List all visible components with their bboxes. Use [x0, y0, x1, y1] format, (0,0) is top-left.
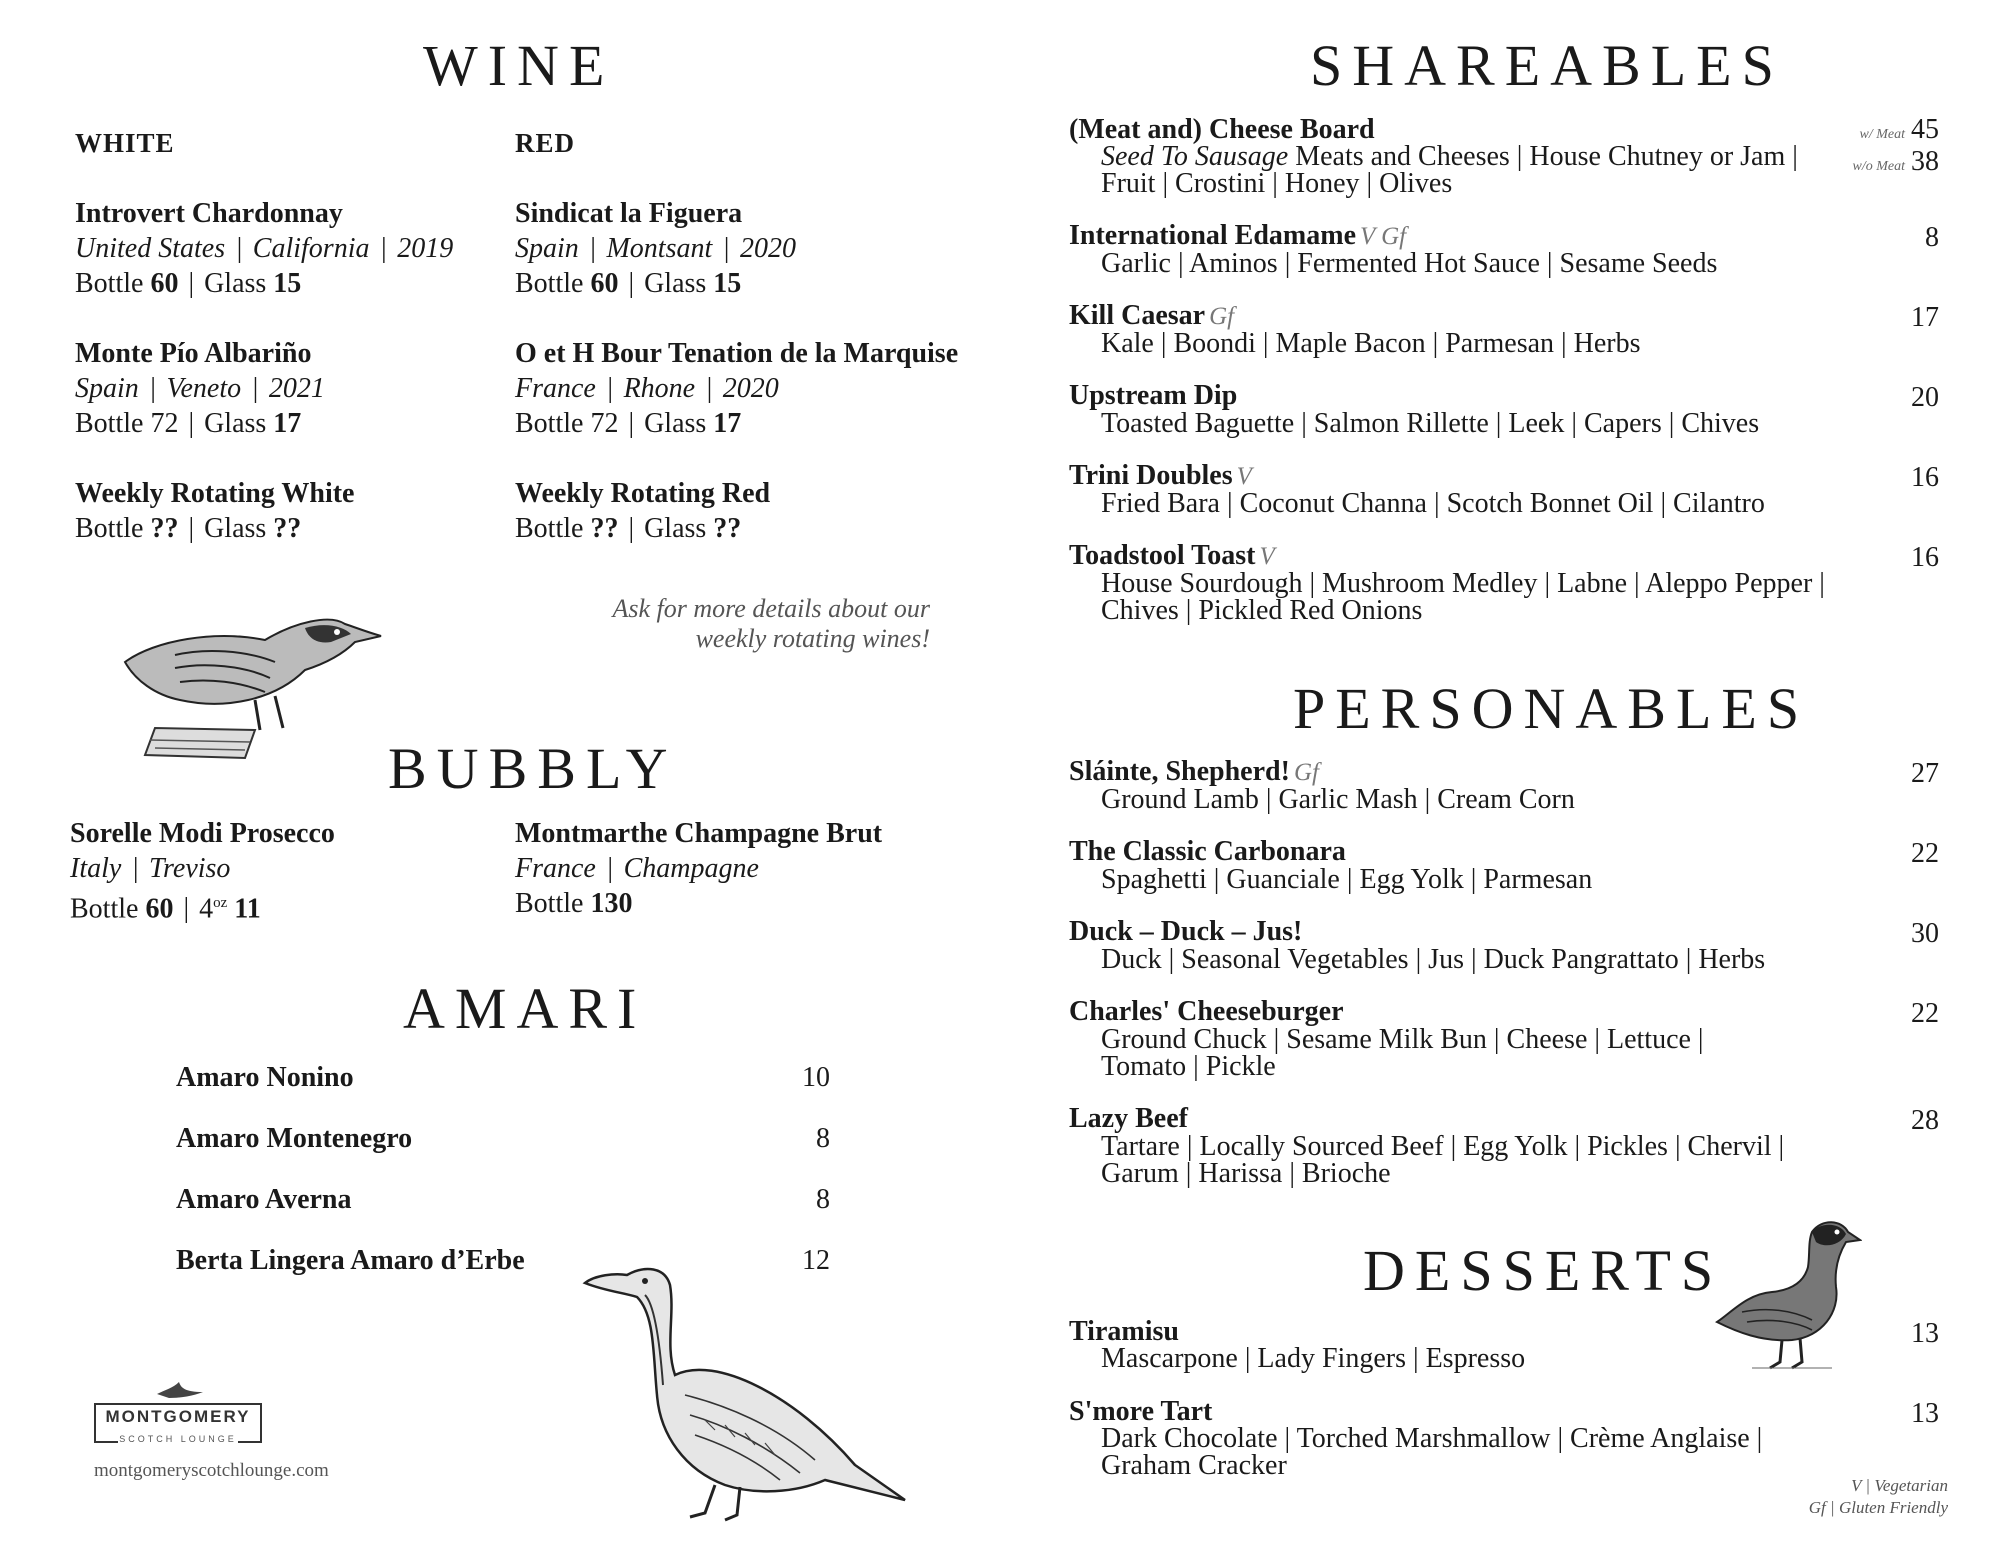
dessert-item: [1069, 1398, 1939, 1479]
wine-price: Bottle 72 | Glass 17: [515, 408, 742, 439]
shareables-title: SHAREABLES: [1310, 33, 1784, 98]
item-description: Ground Lamb | Garlic Mash | Cream Corn: [1101, 784, 1575, 815]
item-name: International Edamame V Gf: [1069, 220, 1407, 251]
item-description: Garlic | Aminos | Fermented Hot Sauce | Sesame Seeds: [1101, 248, 1718, 279]
item-price: 13: [1911, 1398, 1939, 1429]
item-price: 16: [1911, 542, 1939, 573]
item-name: Lazy Beef: [1069, 1103, 1188, 1134]
item-price: 13: [1911, 1318, 1939, 1349]
wine-title: WINE: [423, 33, 615, 98]
desserts-title: DESSERTS: [1363, 1238, 1724, 1303]
wine-origin: France | Champagne: [515, 853, 759, 884]
wine-name: O et H Bour Tenation de la Marquise: [515, 338, 959, 369]
personable-item: [1069, 1105, 1939, 1187]
item-name: Sláinte, Shepherd! Gf: [1069, 756, 1319, 787]
item-name: Toadstool Toast V: [1069, 540, 1275, 571]
shareable-item: [1069, 382, 1939, 437]
wine-price: Bottle 72 | Glass 17: [75, 408, 302, 439]
personable-item: [1069, 758, 1939, 813]
item-name: Kill Caesar Gf: [1069, 300, 1235, 331]
item-name: Trini Doubles V: [1069, 460, 1252, 491]
item-name: S'more Tart: [1069, 1396, 1213, 1427]
amari-item-price: 12: [802, 1245, 830, 1276]
wine-white-3: [75, 476, 354, 546]
item-description: Dark Chocolate | Torched Marshmallow | Crème Anglaise | Graham Cracker: [1101, 1423, 1763, 1481]
amari-item-name: Amaro Montenegro: [176, 1123, 413, 1154]
item-description: Toasted Baguette | Salmon Rillette | Leek | Capers | Chives: [1101, 408, 1760, 439]
personable-item: [1069, 998, 1939, 1080]
item-price: 8: [1925, 222, 1939, 253]
wine-origin: Spain | Montsant | 2020: [515, 233, 796, 264]
amari-item-price: 8: [816, 1184, 830, 1215]
wine-white-1: [75, 196, 453, 301]
item-description: House Sourdough | Mushroom Medley | Labne | Aleppo Pepper | Chives | Pickled Red Onions: [1101, 568, 1825, 626]
dietary-tag: V Gf: [1360, 223, 1407, 250]
bird-logo-icon: [155, 1378, 205, 1402]
wine-name: Sorelle Modi Prosecco: [70, 818, 335, 849]
dessert-item: [1069, 1318, 1939, 1372]
personable-item: [1069, 838, 1939, 893]
dietary-legend: V | Vegetarian Gf | Gluten Friendly: [1808, 1476, 1948, 1517]
item-price: 17: [1911, 302, 1939, 333]
shareable-item: [1069, 222, 1939, 277]
amari-item-price: 10: [802, 1062, 830, 1093]
item-price: 20: [1911, 382, 1939, 413]
website-link[interactable]: montgomeryscotchlounge.com: [94, 1460, 329, 1481]
item-description: Seed To Sausage Meats and Cheeses | House Chutney or Jam |: [1101, 141, 1798, 172]
wine-name: Introvert Chardonnay: [75, 198, 343, 229]
bubbly-item-1: [70, 816, 335, 926]
rotating-wine-note: Ask for more details about our weekly rotating wines!: [612, 594, 930, 653]
cheese-board-item: [1069, 116, 1939, 197]
wine-price: Bottle 60 | $4^{oz}$ 11: [70, 893, 261, 925]
bubbly-title: BUBBLY: [388, 736, 678, 801]
amari-title: AMARI: [403, 976, 647, 1041]
personable-item: [1069, 918, 1939, 973]
amari-item-name: Berta Lingera Amaro d’Erbe: [176, 1245, 525, 1276]
item-name: Duck – Duck – Jus!: [1069, 916, 1303, 947]
item-price: 22: [1911, 998, 1939, 1029]
item-price: 27: [1911, 758, 1939, 789]
item-description: Mascarpone | Lady Fingers | Espresso: [1101, 1343, 1526, 1374]
item-description: Duck | Seasonal Vegetables | Jus | Duck Pangrattato | Herbs: [1101, 944, 1766, 975]
shareable-item: [1069, 462, 1939, 517]
wine-origin: France | Rhone | 2020: [515, 373, 779, 404]
item-name: Tiramisu: [1069, 1316, 1179, 1347]
item-price: 16: [1911, 462, 1939, 493]
wine-price: Bottle ?? | Glass ??: [75, 513, 302, 544]
item-price: 28: [1911, 1105, 1939, 1136]
wood-duck-illustration: [105, 600, 385, 760]
wine-red-1: [515, 196, 796, 301]
wine-name: Montmarthe Champagne Brut: [515, 818, 883, 849]
item-price: 22: [1911, 838, 1939, 869]
amari-item-name: Amaro Averna: [176, 1184, 352, 1215]
item-name: (Meat and) Cheese Board: [1069, 114, 1375, 145]
wine-red-2: [515, 336, 958, 441]
amari-item-name: Amaro Nonino: [176, 1062, 354, 1093]
item-description: Spaghetti | Guanciale | Egg Yolk | Parmesan: [1101, 864, 1593, 895]
wine-origin: Italy | Treviso: [70, 853, 231, 884]
item-description: Fried Bara | Coconut Channa | Scotch Bonnet Oil | Cilantro: [1101, 488, 1765, 519]
item-description: Fruit | Crostini | Honey | Olives: [1101, 168, 1453, 199]
wine-name: Monte Pío Albariño: [75, 338, 312, 369]
wine-price: Bottle 60 | Glass 15: [515, 268, 742, 299]
wine-origin: United States | California | 2019: [75, 233, 454, 264]
dietary-tag: V: [1236, 463, 1252, 490]
dietary-tag: V: [1259, 543, 1275, 570]
amari-item-price: 8: [816, 1123, 830, 1154]
wine-origin: Spain | Veneto | 2021: [75, 373, 325, 404]
pintail-duck-illustration: [575, 1245, 910, 1525]
bubbly-item-2: [515, 816, 882, 921]
wine-price: Bottle 60 | Glass 15: [75, 268, 302, 299]
item-name: Upstream Dip: [1069, 380, 1238, 411]
item-description: Ground Chuck | Sesame Milk Bun | Cheese | Lettuce | Tomato | Pickle: [1101, 1024, 1704, 1082]
shareable-item: [1069, 542, 1939, 624]
red-header: RED: [515, 128, 576, 158]
dietary-tag: Gf: [1293, 759, 1319, 786]
wine-name: Sindicat la Figuera: [515, 198, 743, 229]
wine-red-3: [515, 476, 770, 546]
item-price: w/ Meat 45 w/o Meat 38: [1852, 114, 1939, 177]
white-header: WHITE: [75, 128, 175, 158]
item-name: Charles' Cheeseburger: [1069, 996, 1344, 1027]
wine-name: Weekly Rotating Red: [515, 478, 771, 509]
brand-logo: MONTGOMERY SCOTCH LOUNGE: [94, 1403, 262, 1443]
item-description: Tartare | Locally Sourced Beef | Egg Yolk | Pickles | Chervil | Garum | Harissa | Brioche: [1101, 1131, 1785, 1189]
dietary-tag: Gf: [1209, 303, 1235, 330]
wine-white-2: [75, 336, 325, 441]
wine-name: Weekly Rotating White: [75, 478, 355, 509]
wine-price: Bottle ?? | Glass ??: [515, 513, 742, 544]
shareable-item: [1069, 302, 1939, 357]
personables-title: PERSONABLES: [1293, 676, 1810, 741]
wine-price: Bottle 130: [515, 888, 633, 919]
item-description: Kale | Boondi | Maple Bacon | Parmesan | Herbs: [1101, 328, 1641, 359]
item-name: The Classic Carbonara: [1069, 836, 1346, 867]
item-price: 30: [1911, 918, 1939, 949]
